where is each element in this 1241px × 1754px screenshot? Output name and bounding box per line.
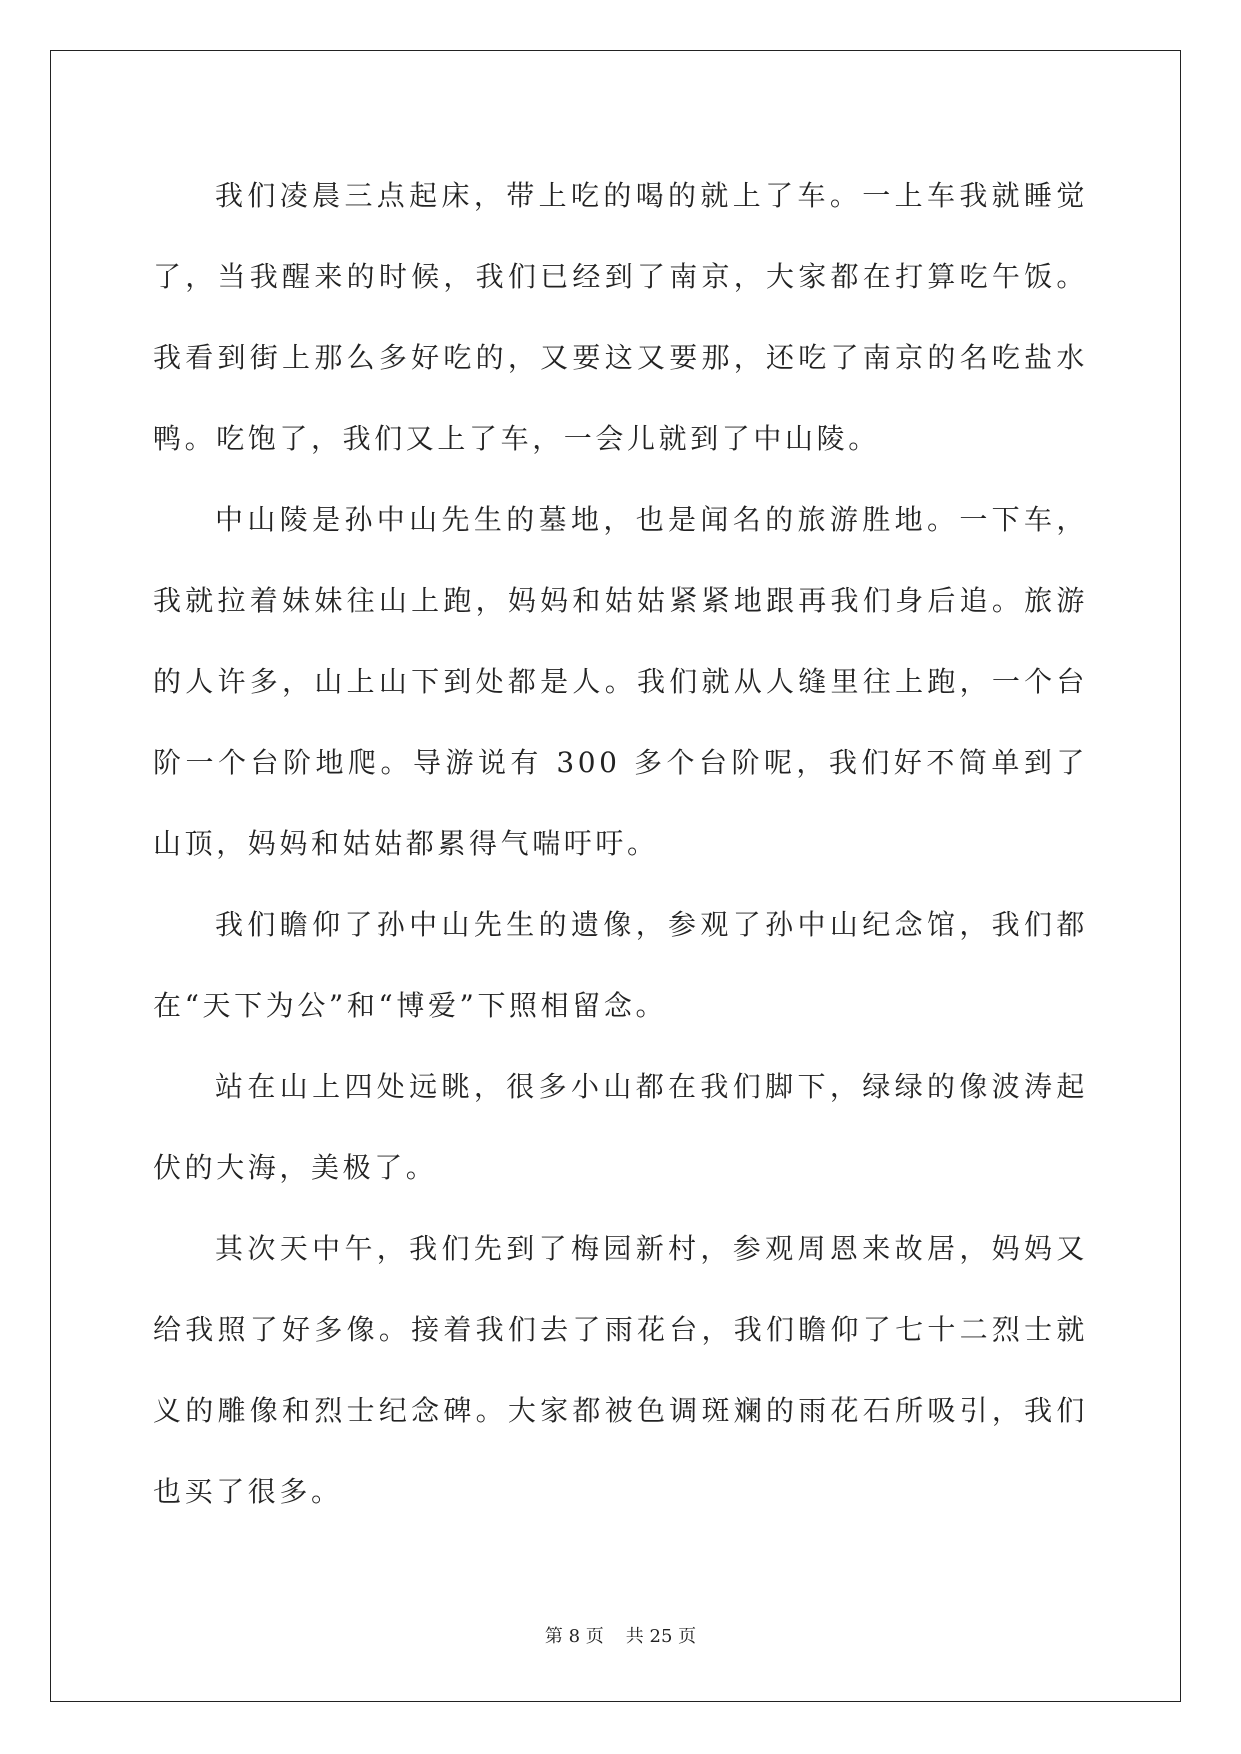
- paragraph-2: 中山陵是孙中山先生的墓地，也是闻名的旅游胜地。一下车，我就拉着妹妹往山上跑，妈妈和姑姑紧紧地跟再我们身后追。旅游的人许多，山上山下到处都是人。我们就从人缝里往上跑，一个台阶一个台阶地爬。导游说有 300 多个台阶呢，我们好不简单到了山顶，妈妈和姑姑都累得气喘吁吁。: [153, 503, 1088, 860]
- document-body: [153, 155, 1088, 1532]
- paragraph-4: 站在山上四处远眺，很多小山都在我们脚下，绿绿的像波涛起伏的大海，美极了。: [153, 1070, 1088, 1184]
- page-number-total: 共 25 页: [625, 1626, 697, 1647]
- page-number-current: 第 8 页: [544, 1626, 604, 1647]
- paragraph-1: 我们凌晨三点起床，带上吃的喝的就上了车。一上车我就睡觉了，当我醒来的时候，我们已经到了南京，大家都在打算吃午饭。我看到街上那么多好吃的，又要这又要那，还吃了南京的名吃盐水鸭。吃饱了，我们又上了车，一会儿就到了中山陵。: [153, 179, 1088, 455]
- paragraph-5: 其次天中午，我们先到了梅园新村，参观周恩来故居，妈妈又给我照了好多像。接着我们去了雨花台，我们瞻仰了七十二烈士就义的雕像和烈士纪念碑。大家都被色调斑斓的雨花石所吸引，我们也买了很多。: [153, 1232, 1088, 1508]
- paragraph-3: 我们瞻仰了孙中山先生的遗像，参观了孙中山纪念馆，我们都在“天下为公”和“博爱”下照相留念。: [153, 908, 1088, 1022]
- page-footer: [0, 1622, 1241, 1648]
